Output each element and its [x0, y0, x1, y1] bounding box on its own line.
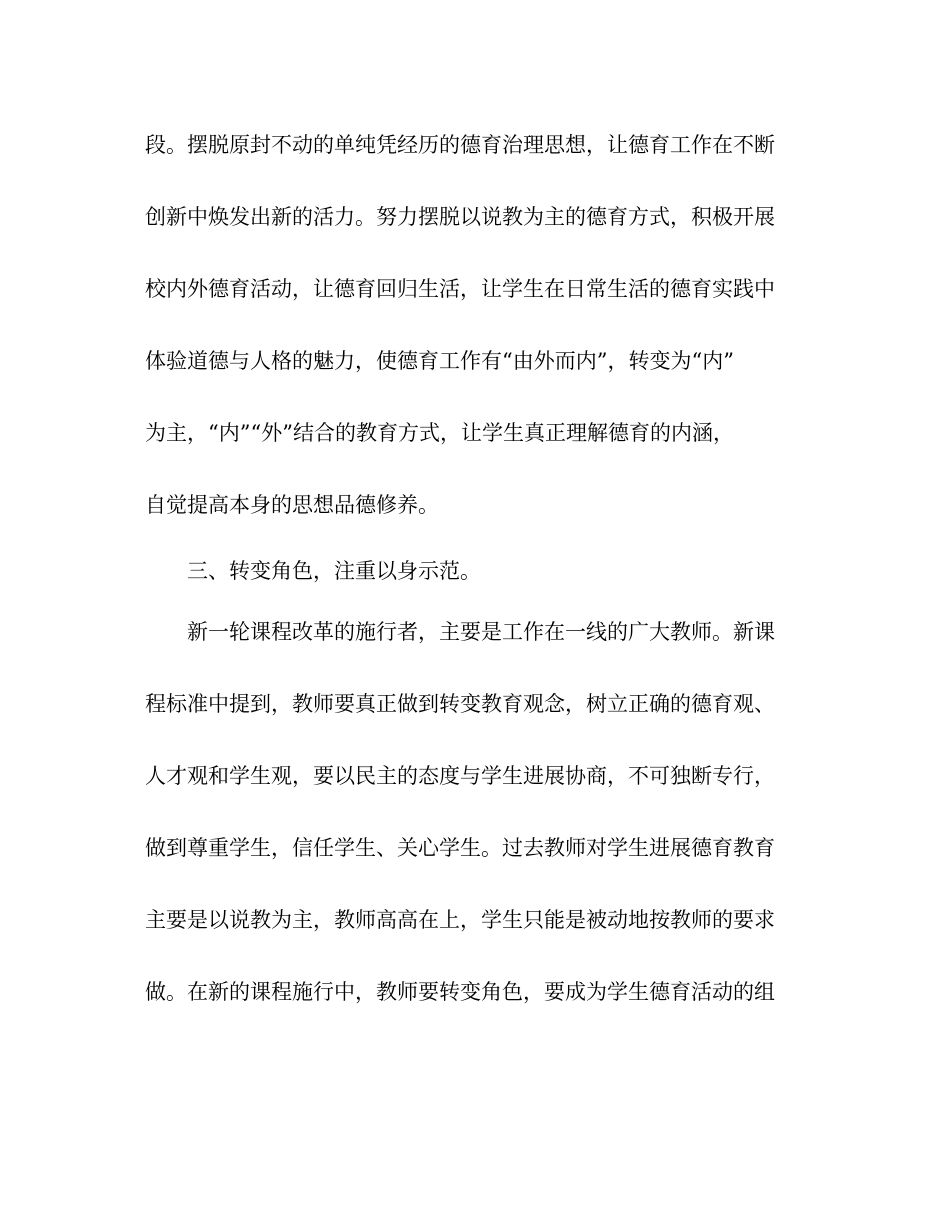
text-line: 体验道德与人格的魅力，使德育工作有“由外而内”，转变为“内”: [145, 349, 734, 373]
text-line: 创新中焕发出新的活力。努力摆脱以说教为主的德育方式，积极开展: [145, 205, 775, 229]
text-line: 程标准中提到，教师要真正做到转变教育观念，树立正确的德育观、: [145, 692, 775, 716]
text-line: 做到尊重学生，信任学生、关心学生。过去教师对学生进展德育教育: [145, 836, 775, 860]
text-line: 人才观和学生观，要以民主的态度与学生进展协商，不可独断专行，: [145, 764, 775, 788]
text-line: 做。在新的课程施行中，教师要转变角色，要成为学生德育活动的组: [145, 980, 775, 1004]
text-line: 自觉提高本身的思想品德修养。: [145, 493, 439, 517]
text-line: 段。摆脱原封不动的单纯凭经历的德育治理思想，让德育工作在不断: [145, 133, 775, 157]
text-line: 校内外德育活动，让德育回归生活，让学生在日常生活的德育实践中: [145, 277, 775, 301]
text-line: 新一轮课程改革的施行者，主要是工作在一线的广大教师。新课: [187, 620, 775, 644]
text-line: 主要是以说教为主，教师高高在上，学生只能是被动地按教师的要求: [145, 908, 775, 932]
section-heading: 三、转变角色，注重以身示范。: [187, 559, 481, 583]
text-line: 为主，“内”“外”结合的教育方式，让学生真正理解德育的内涵，: [145, 421, 734, 445]
